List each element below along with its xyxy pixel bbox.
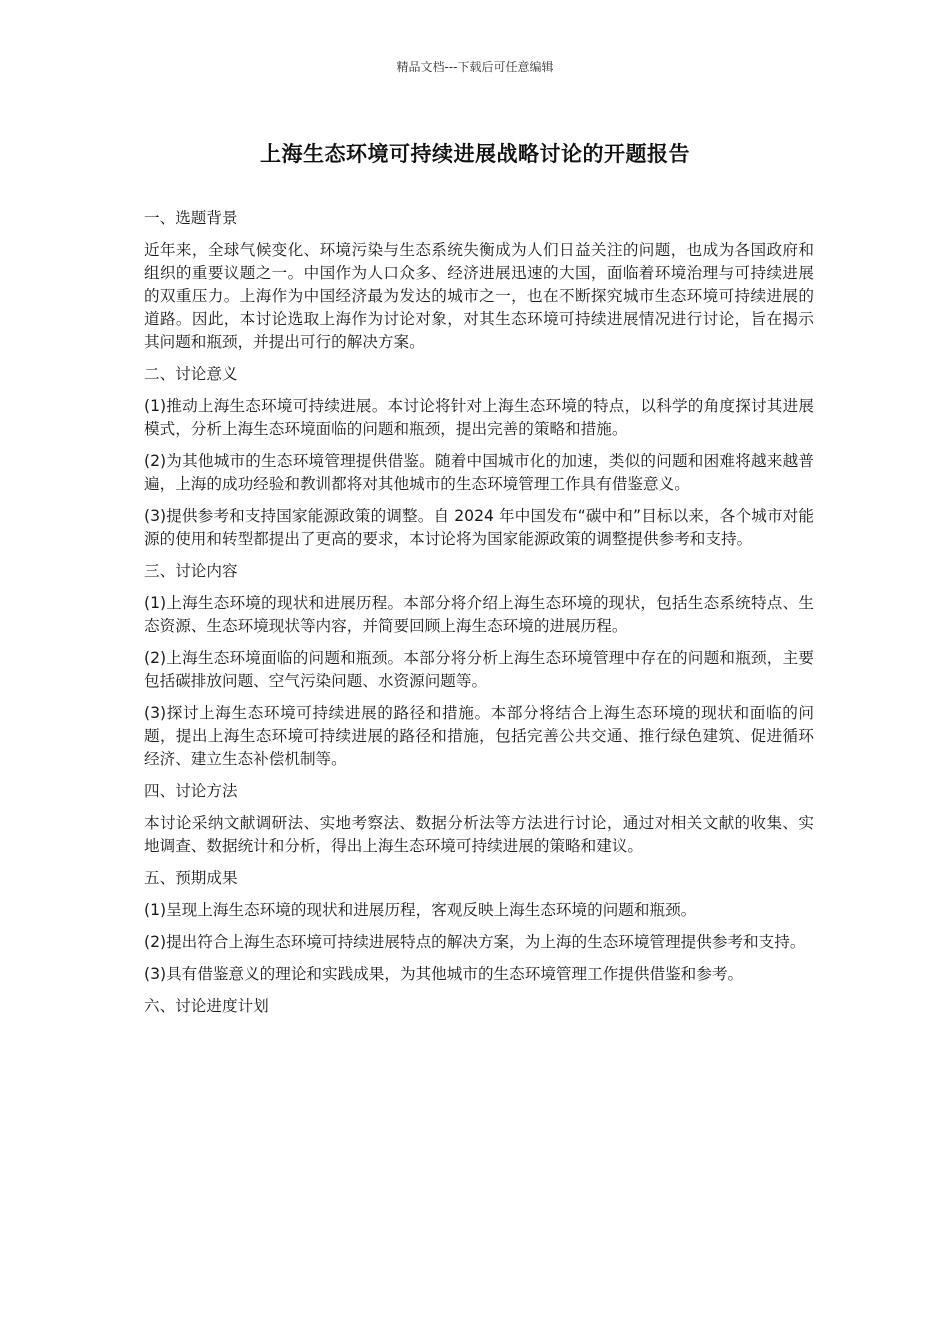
paragraph: (2)上海生态环境面临的问题和瓶颈。本部分将分析上海生态环境管理中存在的问题和瓶颈，主要包括碳排放问题、空气污染问题、水资源问题等。 <box>144 649 814 690</box>
paragraph: (1)上海生态环境的现状和进展历程。本部分将介绍上海生态环境的现状，包括生态系统特点、生态资源、生态环境现状等内容，并简要回顾上海生态环境的进展历程。 <box>144 594 814 635</box>
section-schedule <box>144 995 814 1018</box>
paragraph: (3)探讨上海生态环境可持续进展的路径和措施。本部分将结合上海生态环境的现状和面临的问题，提出上海生态环境可持续进展的路径和措施，包括完善公共交通、推行绿色建筑、促进循环经济、建立生态补偿机制等。 <box>144 704 814 768</box>
section-heading: 二、讨论意义 <box>144 365 238 383</box>
section-content <box>144 560 814 771</box>
section-background <box>144 207 814 354</box>
paragraph: 近年来，全球气候变化、环境污染与生态系统失衡成为人们日益关注的问题，也成为各国政府和组织的重要议题之一。中国作为人口众多、经济进展迅速的大国，面临着环境治理与可持续进展的双重压力。上海作为中国经济最为发达的城市之一，也在不断探究城市生态环境可持续进展的道路。因此，本讨论选取上海作为讨论对象，对其生态环境可持续进展情况进行讨论，旨在揭示其问题和瓶颈，并提出可行的解决方案。 <box>144 241 814 351</box>
document-body <box>144 207 814 1027</box>
section-heading: 三、讨论内容 <box>144 562 238 580</box>
paragraph: (3)具有借鉴意义的理论和实践成果，为其他城市的生态环境管理工作提供借鉴和参考。 <box>144 965 744 983</box>
paragraph: (1)推动上海生态环境可持续进展。本讨论将针对上海生态环境的特点，以科学的角度探讨其进展模式，分析上海生态环境面临的问题和瓶颈，提出完善的策略和措施。 <box>144 397 814 438</box>
paragraph: (1)呈现上海生态环境的现状和进展历程，客观反映上海生态环境的问题和瓶颈。 <box>144 901 697 919</box>
paragraph: (2)为其他城市的生态环境管理提供借鉴。随着中国城市化的加速，类似的问题和困难将越来越普遍，上海的成功经验和教训都将对其他城市的生态环境管理工作具有借鉴意义。 <box>144 452 814 493</box>
section-heading: 四、讨论方法 <box>144 782 238 800</box>
paragraph: (2)提出符合上海生态环境可持续进展特点的解决方案，为上海的生态环境管理提供参考和支持。 <box>144 933 806 951</box>
page-header: 精品文档---下载后可任意编辑 <box>396 60 554 74</box>
section-heading: 一、选题背景 <box>144 209 238 227</box>
section-expected-results <box>144 867 814 986</box>
document-title: 上海生态环境可持续进展战略讨论的开题报告 <box>260 142 690 166</box>
paragraph: (3)提供参考和支持国家能源政策的调整。自 2024 年中国发布“碳中和”目标以来，各个城市对能源的使用和转型都提出了更高的要求，本讨论将为国家能源政策的调整提供参考和支持。 <box>144 507 814 548</box>
section-heading: 五、预期成果 <box>144 869 238 887</box>
section-significance <box>144 363 814 551</box>
paragraph: 本讨论采纳文献调研法、实地考察法、数据分析法等方法进行讨论，通过对相关文献的收集、实地调查、数据统计和分析，得出上海生态环境可持续进展的策略和建议。 <box>144 814 814 855</box>
section-methods <box>144 780 814 858</box>
section-heading: 六、讨论进度计划 <box>144 997 269 1015</box>
